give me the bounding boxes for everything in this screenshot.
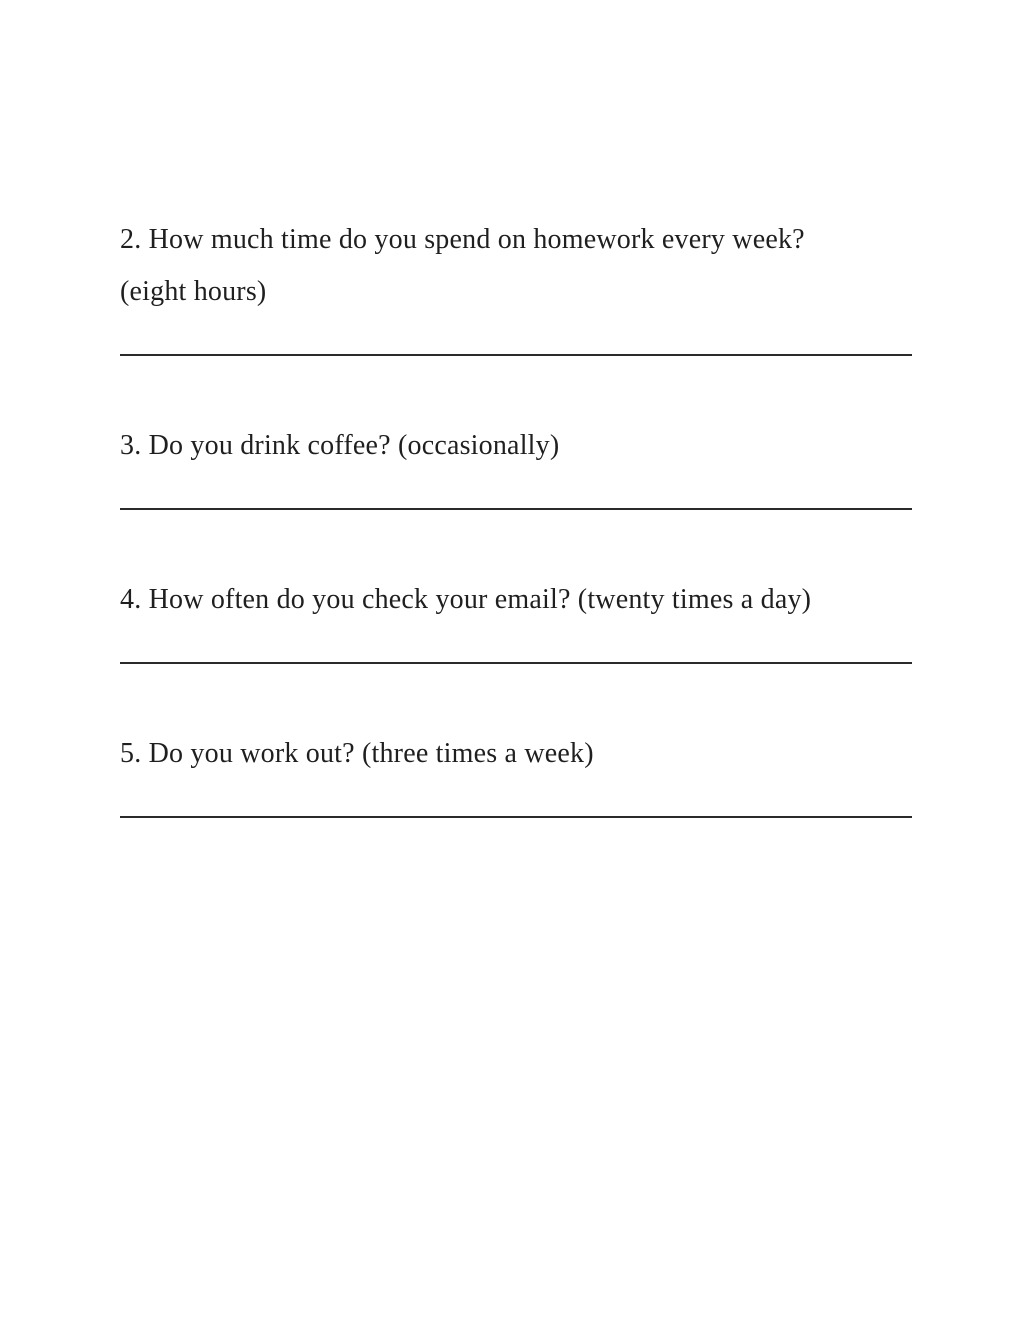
question-block-3 xyxy=(120,420,912,510)
question-block-5 xyxy=(120,728,912,818)
answer-line xyxy=(120,508,912,510)
answer-line xyxy=(120,662,912,664)
question-text: 5. Do you work out? (three times a week) xyxy=(120,738,594,769)
question-block-2 xyxy=(120,214,912,356)
question-text: 4. How often do you check your email? (twenty times a day) xyxy=(120,584,812,615)
answer-line xyxy=(120,354,912,356)
question-text: 2. How much time do you spend on homework every week? xyxy=(120,224,805,255)
question-text: 3. Do you drink coffee? (occasionally) xyxy=(120,430,560,461)
question-block-4 xyxy=(120,574,912,664)
answer-line xyxy=(120,816,912,818)
question-text-continued: (eight hours) xyxy=(120,276,267,307)
